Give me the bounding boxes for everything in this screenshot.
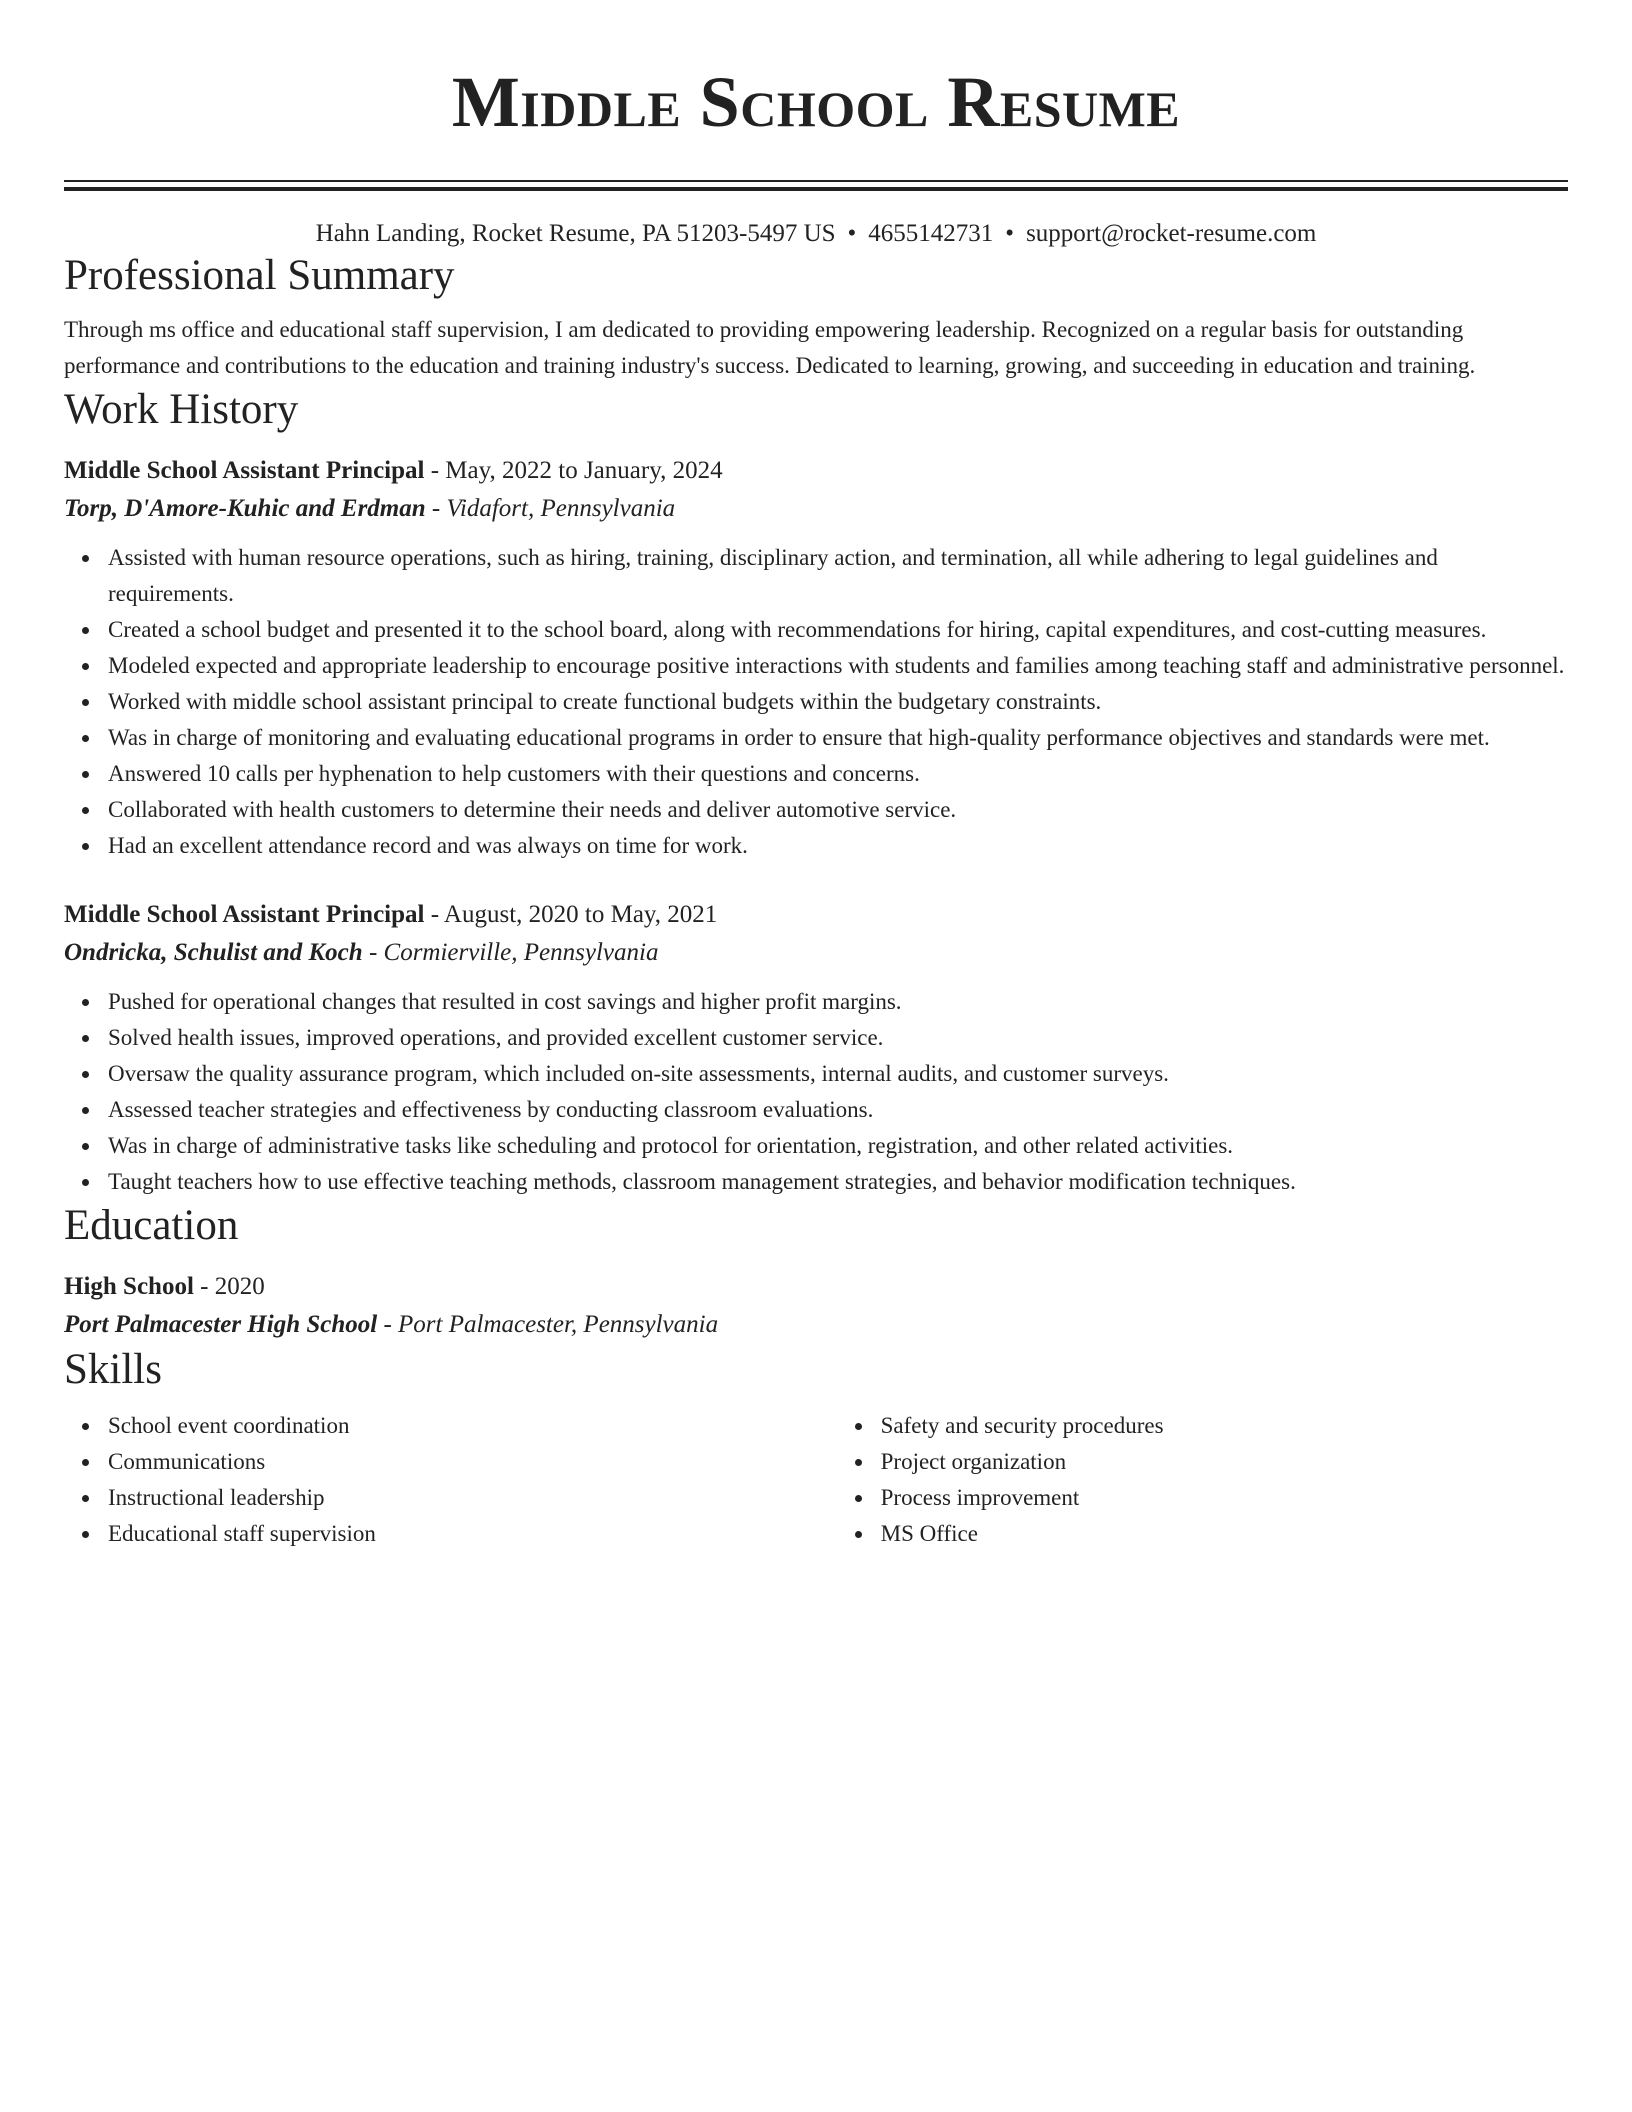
job-entry — [64, 452, 1568, 864]
skill-item: Instructional leadership — [108, 1480, 837, 1516]
skill-item: Project organization — [881, 1444, 1568, 1480]
job-duty: Created a school budget and presented it to the school board, along with recommendations for hiring, capital expenditures, and cost-cutting measures. — [108, 612, 1568, 648]
job-duty: Answered 10 calls per hyphenation to help customers with their questions and concerns. — [108, 756, 1568, 792]
company-location: - Cormierville, Pennsylvania — [362, 939, 659, 966]
degree-line — [64, 1268, 1568, 1306]
education-entry — [64, 1268, 1568, 1344]
company-location: - Vidafort, Pennsylvania — [425, 495, 676, 522]
skills-column-right — [837, 1408, 1568, 1552]
job-duty: Was in charge of monitoring and evaluating educational programs in order to ensure that high-quality performance objectives and standards were met. — [108, 720, 1568, 756]
school-location: - Port Palmacester, Pennsylvania — [377, 1311, 719, 1338]
graduation-year: - 2020 — [193, 1273, 265, 1300]
job-duty: Had an excellent attendance record and was always on time for work. — [108, 828, 1568, 864]
job-duty: Taught teachers how to use effective teaching methods, classroom management strategies, and behavior modification techniques. — [108, 1164, 1568, 1200]
job-duty: Was in charge of administrative tasks like scheduling and protocol for orientation, registration, and other related activities. — [108, 1128, 1568, 1164]
job-title-line — [64, 452, 1568, 490]
job-duty: Solved health issues, improved operations, and provided excellent customer service. — [108, 1020, 1568, 1056]
job-duty: Assisted with human resource operations, such as hiring, training, disciplinary action, and termination, all while adhering to legal guidelines and requirements. — [108, 540, 1568, 612]
company-line — [64, 934, 1568, 972]
skills-heading: Skills — [64, 1346, 162, 1393]
education-heading: Education — [64, 1202, 239, 1249]
contact-email: support@rocket-resume.com — [1026, 220, 1317, 247]
work-history-heading: Work History — [64, 386, 299, 433]
skill-item: MS Office — [881, 1516, 1568, 1552]
skill-item: School event coordination — [108, 1408, 837, 1444]
skills-column-left — [64, 1408, 837, 1552]
company-line — [64, 490, 1568, 528]
resume-title: Middle School Resume — [451, 62, 1181, 142]
job-duty: Collaborated with health customers to determine their needs and deliver automotive service. — [108, 792, 1568, 828]
job-duties — [64, 540, 1568, 864]
summary-heading: Professional Summary — [64, 252, 455, 299]
contact-address: Hahn Landing, Rocket Resume, PA 51203-5497 US — [315, 220, 836, 247]
skill-item: Safety and security procedures — [881, 1408, 1568, 1444]
school-name: Port Palmacester High School — [64, 1311, 378, 1338]
skills-list — [64, 1408, 1568, 1552]
job-duties — [64, 984, 1568, 1200]
title-divider — [64, 180, 1568, 182]
job-duty: Oversaw the quality assurance program, which included on-site assessments, internal audits, and customer surveys. — [108, 1056, 1568, 1092]
job-duty: Assessed teacher strategies and effectiveness by conducting classroom evaluations. — [108, 1092, 1568, 1128]
job-duty: Modeled expected and appropriate leadership to encourage positive interactions with students and families among teaching staff and administrative personnel. — [108, 648, 1568, 684]
summary-text: Through ms office and educational staff supervision, I am dedicated to providing empowering leadership. Recognized on a regular basis for outstanding performance and contributions to the education and training industry's success. Dedicated to learning, growing, and succeeding in education and training. — [64, 317, 1476, 378]
contact-phone: 4655142731 — [868, 220, 994, 247]
skill-item: Communications — [108, 1444, 837, 1480]
job-entry — [64, 896, 1568, 1200]
contact-separator: • — [1005, 220, 1015, 247]
degree: High School — [64, 1273, 194, 1300]
job-duty: Pushed for operational changes that resulted in cost savings and higher profit margins. — [108, 984, 1568, 1020]
company-name: Ondricka, Schulist and Koch — [64, 939, 363, 966]
contact-line — [64, 218, 1568, 250]
job-dates: - August, 2020 to May, 2021 — [424, 901, 718, 928]
skill-item: Educational staff supervision — [108, 1516, 837, 1552]
school-line — [64, 1306, 1568, 1344]
skill-item: Process improvement — [881, 1480, 1568, 1516]
company-name: Torp, D'Amore-Kuhic and Erdman — [64, 495, 426, 522]
job-title: Middle School Assistant Principal — [64, 901, 425, 928]
job-duty: Worked with middle school assistant principal to create functional budgets within the budgetary constraints. — [108, 684, 1568, 720]
job-dates: - May, 2022 to January, 2024 — [424, 457, 723, 484]
job-title-line — [64, 896, 1568, 934]
job-title: Middle School Assistant Principal — [64, 457, 425, 484]
contact-separator: • — [847, 220, 857, 247]
